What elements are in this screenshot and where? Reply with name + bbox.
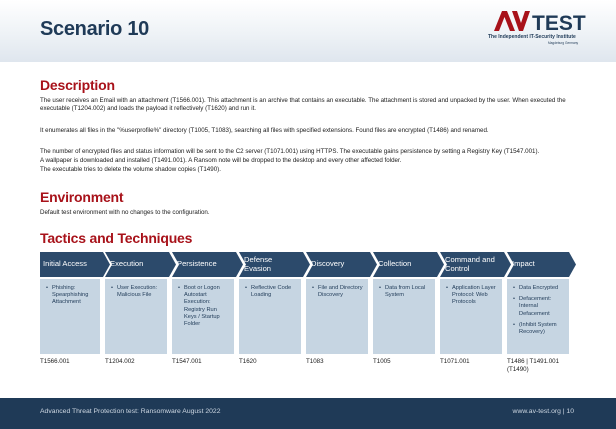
technique-box bbox=[172, 279, 234, 354]
tactics-table bbox=[40, 252, 576, 377]
page-title: Scenario 10 bbox=[40, 18, 149, 40]
tactic-label: Defense Evasion bbox=[244, 254, 273, 273]
description-paragraph: The number of encrypted files and status information will be sent to the C2 server (T1071.001) using HTTPS. The executable gains persistence by setting a Registry Key (T1547.001). bbox=[40, 148, 540, 155]
technique-box bbox=[373, 279, 435, 354]
av-test-logo-mark bbox=[494, 10, 586, 35]
technique-box bbox=[239, 279, 301, 354]
logo-location: Magdeburg Germany bbox=[548, 41, 579, 45]
technique-item: • File and Directory Discovery bbox=[318, 285, 364, 299]
technique-ids: T1204.002 bbox=[105, 358, 135, 365]
technique-item: • (Inhibit System Recovery) bbox=[519, 322, 565, 336]
technique-ids: T1083 bbox=[306, 358, 324, 365]
technique-item: • User Execution: Malicious File bbox=[117, 285, 163, 299]
tactic-label: Initial Access bbox=[43, 259, 87, 269]
technique-item: • Reflective Code Loading bbox=[251, 285, 297, 299]
technique-item: • Data Encrypted bbox=[519, 285, 565, 292]
technique-box bbox=[306, 279, 368, 354]
description-paragraph: It enumerates all files in the "%userprofile%" directory (T1005, T1083), searching all files with specified extensions. Found files are encrypted (T1486) and renamed. bbox=[40, 127, 489, 134]
technique-box bbox=[440, 279, 502, 354]
technique-ids: T1071.001 bbox=[440, 358, 470, 365]
technique-ids: T1620 bbox=[239, 358, 257, 365]
technique-ids: T1547.001 bbox=[172, 358, 202, 365]
technique-item: • Defacement: Internal Defacement bbox=[519, 296, 565, 318]
logo-tagline: The Independent IT-Security Institute bbox=[488, 34, 576, 40]
description-paragraph: A wallpaper is downloaded and installed (T1491.001). A Ransom note will be dropped to the desktop and every other affected folder. bbox=[40, 157, 402, 164]
page-footer bbox=[0, 398, 616, 429]
technique-item: • Boot or Logon Autostart Execution: Registry Run Keys / Startup Folder bbox=[184, 285, 230, 328]
tactic-label: Execution bbox=[110, 259, 144, 269]
technique-ids: T1005 bbox=[373, 358, 391, 365]
footer-report-title: Advanced Threat Protection test: Ransomware August 2022 bbox=[40, 408, 221, 415]
technique-box bbox=[105, 279, 167, 354]
technique-ids: T1486 | T1491.001 (T1490) bbox=[507, 358, 560, 373]
technique-item: • Data from Local System bbox=[385, 285, 431, 299]
description-paragraph: The executable tries to delete the volume shadow copies (T1490). bbox=[40, 166, 221, 173]
svg-text:TEST: TEST bbox=[532, 12, 586, 35]
description-paragraph: The user receives an Email with an attachment (T1566.001). This attachment is an archive that contains an executable. The attachment is stored and unpacked by the user. When executed the executable (T1204.002) and loads the payload it reflectively (T1620) and run it. bbox=[40, 97, 566, 113]
environment-text: Default test environment with no changes to the configuration. bbox=[40, 209, 210, 216]
description-heading: Description bbox=[40, 77, 115, 93]
tactic-label: Command and Control bbox=[445, 254, 495, 273]
tactic-label: Discovery bbox=[311, 259, 345, 269]
tactic-label: Collection bbox=[378, 259, 412, 269]
tactic-label: Impact bbox=[512, 259, 535, 269]
footer-page-info: www.av-test.org | 10 bbox=[512, 408, 574, 415]
technique-item: • Phishing: Spearphishing Attachment bbox=[52, 285, 96, 307]
technique-box bbox=[507, 279, 569, 354]
av-test-logo bbox=[488, 10, 586, 48]
tactic-label: Persistence bbox=[177, 259, 217, 269]
tactics-heading: Tactics and Techniques bbox=[40, 230, 193, 246]
technique-item: • Application Layer Protocol: Web Protocols bbox=[452, 285, 498, 307]
page-header bbox=[0, 0, 616, 62]
technique-box bbox=[40, 279, 100, 354]
environment-heading: Environment bbox=[40, 189, 124, 205]
technique-ids: T1566.001 bbox=[40, 358, 70, 365]
